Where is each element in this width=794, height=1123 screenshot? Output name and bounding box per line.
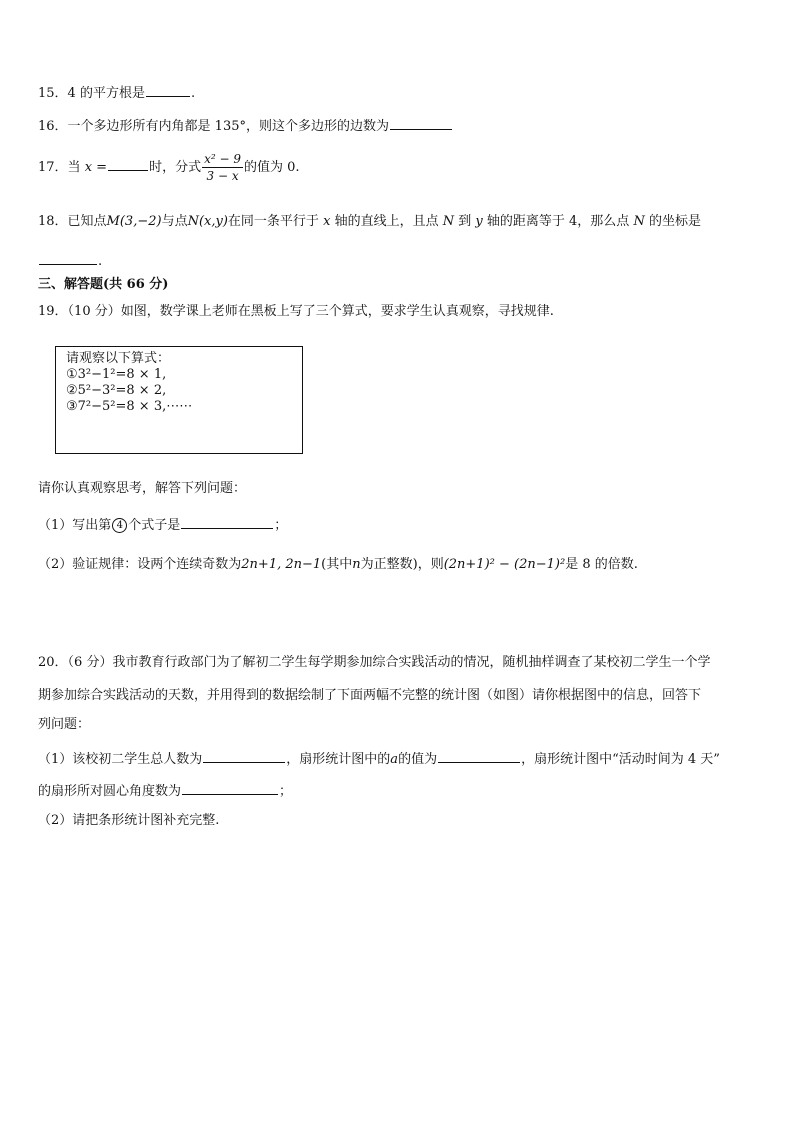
q19-p1-mid: 个式子是 bbox=[128, 518, 181, 533]
q19-p1-answer-blank[interactable] bbox=[181, 514, 273, 529]
q18-part6: 轴的距离等于 4，那么点 bbox=[486, 214, 630, 229]
q15-suffix: . bbox=[190, 86, 196, 101]
q20-var-a: a bbox=[390, 752, 399, 767]
q18-x: x bbox=[323, 214, 331, 229]
q19-blackboard-box bbox=[55, 346, 303, 454]
q20-total-blank[interactable] bbox=[203, 748, 285, 763]
box-row-1: ①3²−1²=8 × 1, bbox=[66, 367, 167, 382]
q18-answer-blank[interactable] bbox=[39, 250, 97, 265]
q17-denominator: 3 − x bbox=[206, 169, 239, 183]
q15-answer-blank[interactable] bbox=[146, 82, 190, 97]
q19-p2-suffix: 是 8 的倍数. bbox=[565, 557, 638, 572]
circled-number-icon: 4 bbox=[112, 518, 127, 533]
q15-text: 15．4 的平方根是 bbox=[38, 86, 145, 101]
question-18-answer-line bbox=[38, 250, 102, 271]
q20-p1-c: 的值为 bbox=[398, 752, 438, 767]
q19-p2-expr: 2n+1, 2n−1 bbox=[241, 557, 322, 572]
q20-part-2: （2）请把条形统计图补充完整. bbox=[38, 813, 220, 828]
q20-part-1-cont bbox=[38, 780, 292, 801]
q20-p1-a: （1）该校初二学生总人数为 bbox=[38, 752, 203, 767]
q19-p1-suffix: ； bbox=[274, 518, 288, 533]
q17-variable: x bbox=[84, 160, 93, 175]
q20-p1-f: ； bbox=[279, 784, 293, 799]
q20-angle-blank[interactable] bbox=[182, 780, 278, 795]
box-row-2: ②5²−3²=8 × 2, bbox=[66, 383, 167, 398]
question-15 bbox=[38, 82, 195, 103]
q18-part5: 到 bbox=[458, 214, 472, 229]
q18-part7: 的坐标是 bbox=[648, 214, 701, 229]
q16-answer-blank[interactable] bbox=[390, 115, 452, 130]
q18-part1: 18．已知点 bbox=[38, 214, 107, 229]
question-16 bbox=[38, 115, 453, 136]
q17-equals: = bbox=[96, 160, 108, 175]
q17-fraction bbox=[202, 151, 243, 184]
q19-p2-n: n bbox=[352, 557, 361, 572]
q19-p2-prefix: （2）验证规律：设两个连续奇数为 bbox=[38, 557, 242, 572]
q19-prompt: 请你认真观察思考，解答下列问题： bbox=[38, 481, 247, 496]
q18-point-n: N(x,y) bbox=[187, 214, 228, 229]
q18-part3: 在同一条平行于 bbox=[227, 214, 319, 229]
section-3-title: 三、解答题(共 66 分) bbox=[38, 277, 169, 292]
q17-mid: 时，分式 bbox=[149, 160, 202, 175]
q19-intro: 19．（10 分）如图，数学课上老师在黑板上写了三个算式，要求学生认真观察，寻找规律. bbox=[38, 304, 554, 319]
question-17 bbox=[38, 148, 300, 188]
q20-p1-e: 的扇形所对圆心角度数为 bbox=[38, 784, 182, 799]
q18-end: . bbox=[98, 254, 103, 269]
q19-p1-prefix: （1）写出第 bbox=[38, 518, 112, 533]
q20-part-1 bbox=[38, 748, 720, 769]
q18-n3: N bbox=[633, 214, 645, 229]
q19-part-2 bbox=[38, 556, 638, 574]
q20-p1-b: ，扇形统计图中的 bbox=[286, 752, 391, 767]
box-title: 请观察以下算式： bbox=[66, 351, 171, 366]
q18-n2: N bbox=[442, 214, 455, 229]
q18-part2: 与点 bbox=[161, 214, 188, 229]
question-18 bbox=[38, 213, 701, 231]
q19-part-1 bbox=[38, 514, 287, 535]
q18-part4: 轴的直线上，且点 bbox=[334, 214, 439, 229]
q17-suffix: 的值为 0. bbox=[244, 160, 300, 175]
q19-p2-formula: (2n+1)² − (2n−1)² bbox=[443, 557, 566, 572]
q20-p1-d: ，扇形统计图中“活动时间为 4 天” bbox=[521, 752, 720, 767]
q18-y: y bbox=[475, 214, 483, 229]
q17-answer-blank[interactable] bbox=[108, 156, 148, 171]
q20-line-1: 20．（6 分）我市教育行政部门为了解初二学生每学期参加综合实践活动的情况，随机抽样调查了某校初二学生一个学 bbox=[38, 655, 711, 670]
q18-point-m: M(3,−2) bbox=[106, 214, 162, 229]
q17-numerator: x² − 9 bbox=[204, 152, 241, 166]
q20-line-2: 期参加综合实践活动的天数，并用得到的数据绘制了下面两幅不完整的统计图（如图）请你根据图中的信息，回答下 bbox=[38, 688, 702, 703]
q16-text: 16．一个多边形所有内角都是 135°，则这个多边形的边数为 bbox=[38, 119, 389, 134]
q17-prefix: 17．当 bbox=[38, 160, 81, 175]
q19-p2-mid2: 为正整数)，则 bbox=[360, 557, 444, 572]
q19-p2-mid: (其中 bbox=[321, 557, 353, 572]
q20-line-3: 列问题： bbox=[38, 717, 91, 732]
box-row-3: ③7²−5²=8 × 3,⋯⋯ bbox=[66, 399, 193, 414]
q20-a-value-blank[interactable] bbox=[438, 748, 520, 763]
